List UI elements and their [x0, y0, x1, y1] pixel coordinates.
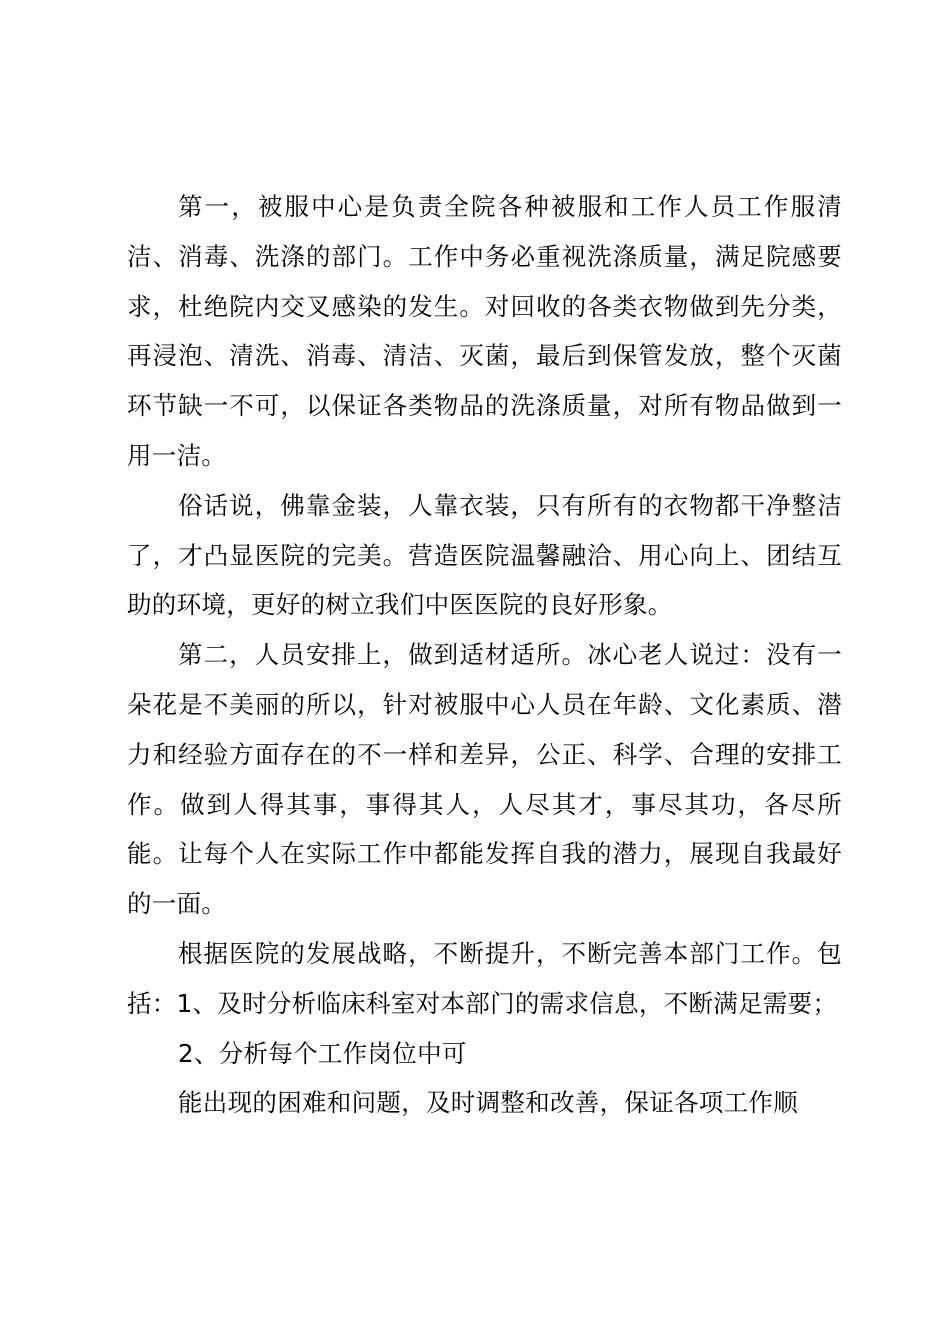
paragraph-continuation: 能出现的困难和问题，及时调整和改善，保证各项工作顺 [178, 1088, 798, 1118]
paragraph-development: 根据医院的发展战略，不断提升，不断完善本部门工作。包括：1、及时分析临床科室对本部门的需求信息，不断满足需要； [127, 938, 842, 1018]
paragraph-item-2: 2、分析每个工作岗位中可 [178, 1038, 467, 1068]
paragraph-saying: 俗话说，佛靠金装，人靠衣装，只有所有的衣物都干净整洁了，才凸显医院的完美。营造医院温馨融洽、用心向上、团结互助的环境，更好的树立我们中医医院的良好形象。 [127, 490, 842, 620]
document-body [127, 182, 842, 1128]
paragraph-laundry-duties: 第一，被服中心是负责全院各种被服和工作人员工作服清洁、消毒、洗涤的部门。工作中务必重视洗涤质量，满足院感要求，杜绝院内交叉感染的发生。对回收的各类衣物做到先分类，再浸泡、清洗、消毒、清洁、灭菌，最后到保管发放，整个灭菌环节缺一不可，以保证各类物品的洗涤质量，对所有物品做到一用一洁。 [127, 192, 842, 470]
paragraph-staffing: 第二，人员安排上，做到适材适所。冰心老人说过：没有一朵花是不美丽的所以，针对被服中心人员在年龄、文化素质、潜力和经验方面存在的不一样和差异，公正、科学、合理的安排工作。做到人得其事，事得其人，人尽其才，事尽其功，各尽所能。让每个人在实际工作中都能发挥自我的潜力，展现自我最好的一面。 [127, 640, 842, 919]
